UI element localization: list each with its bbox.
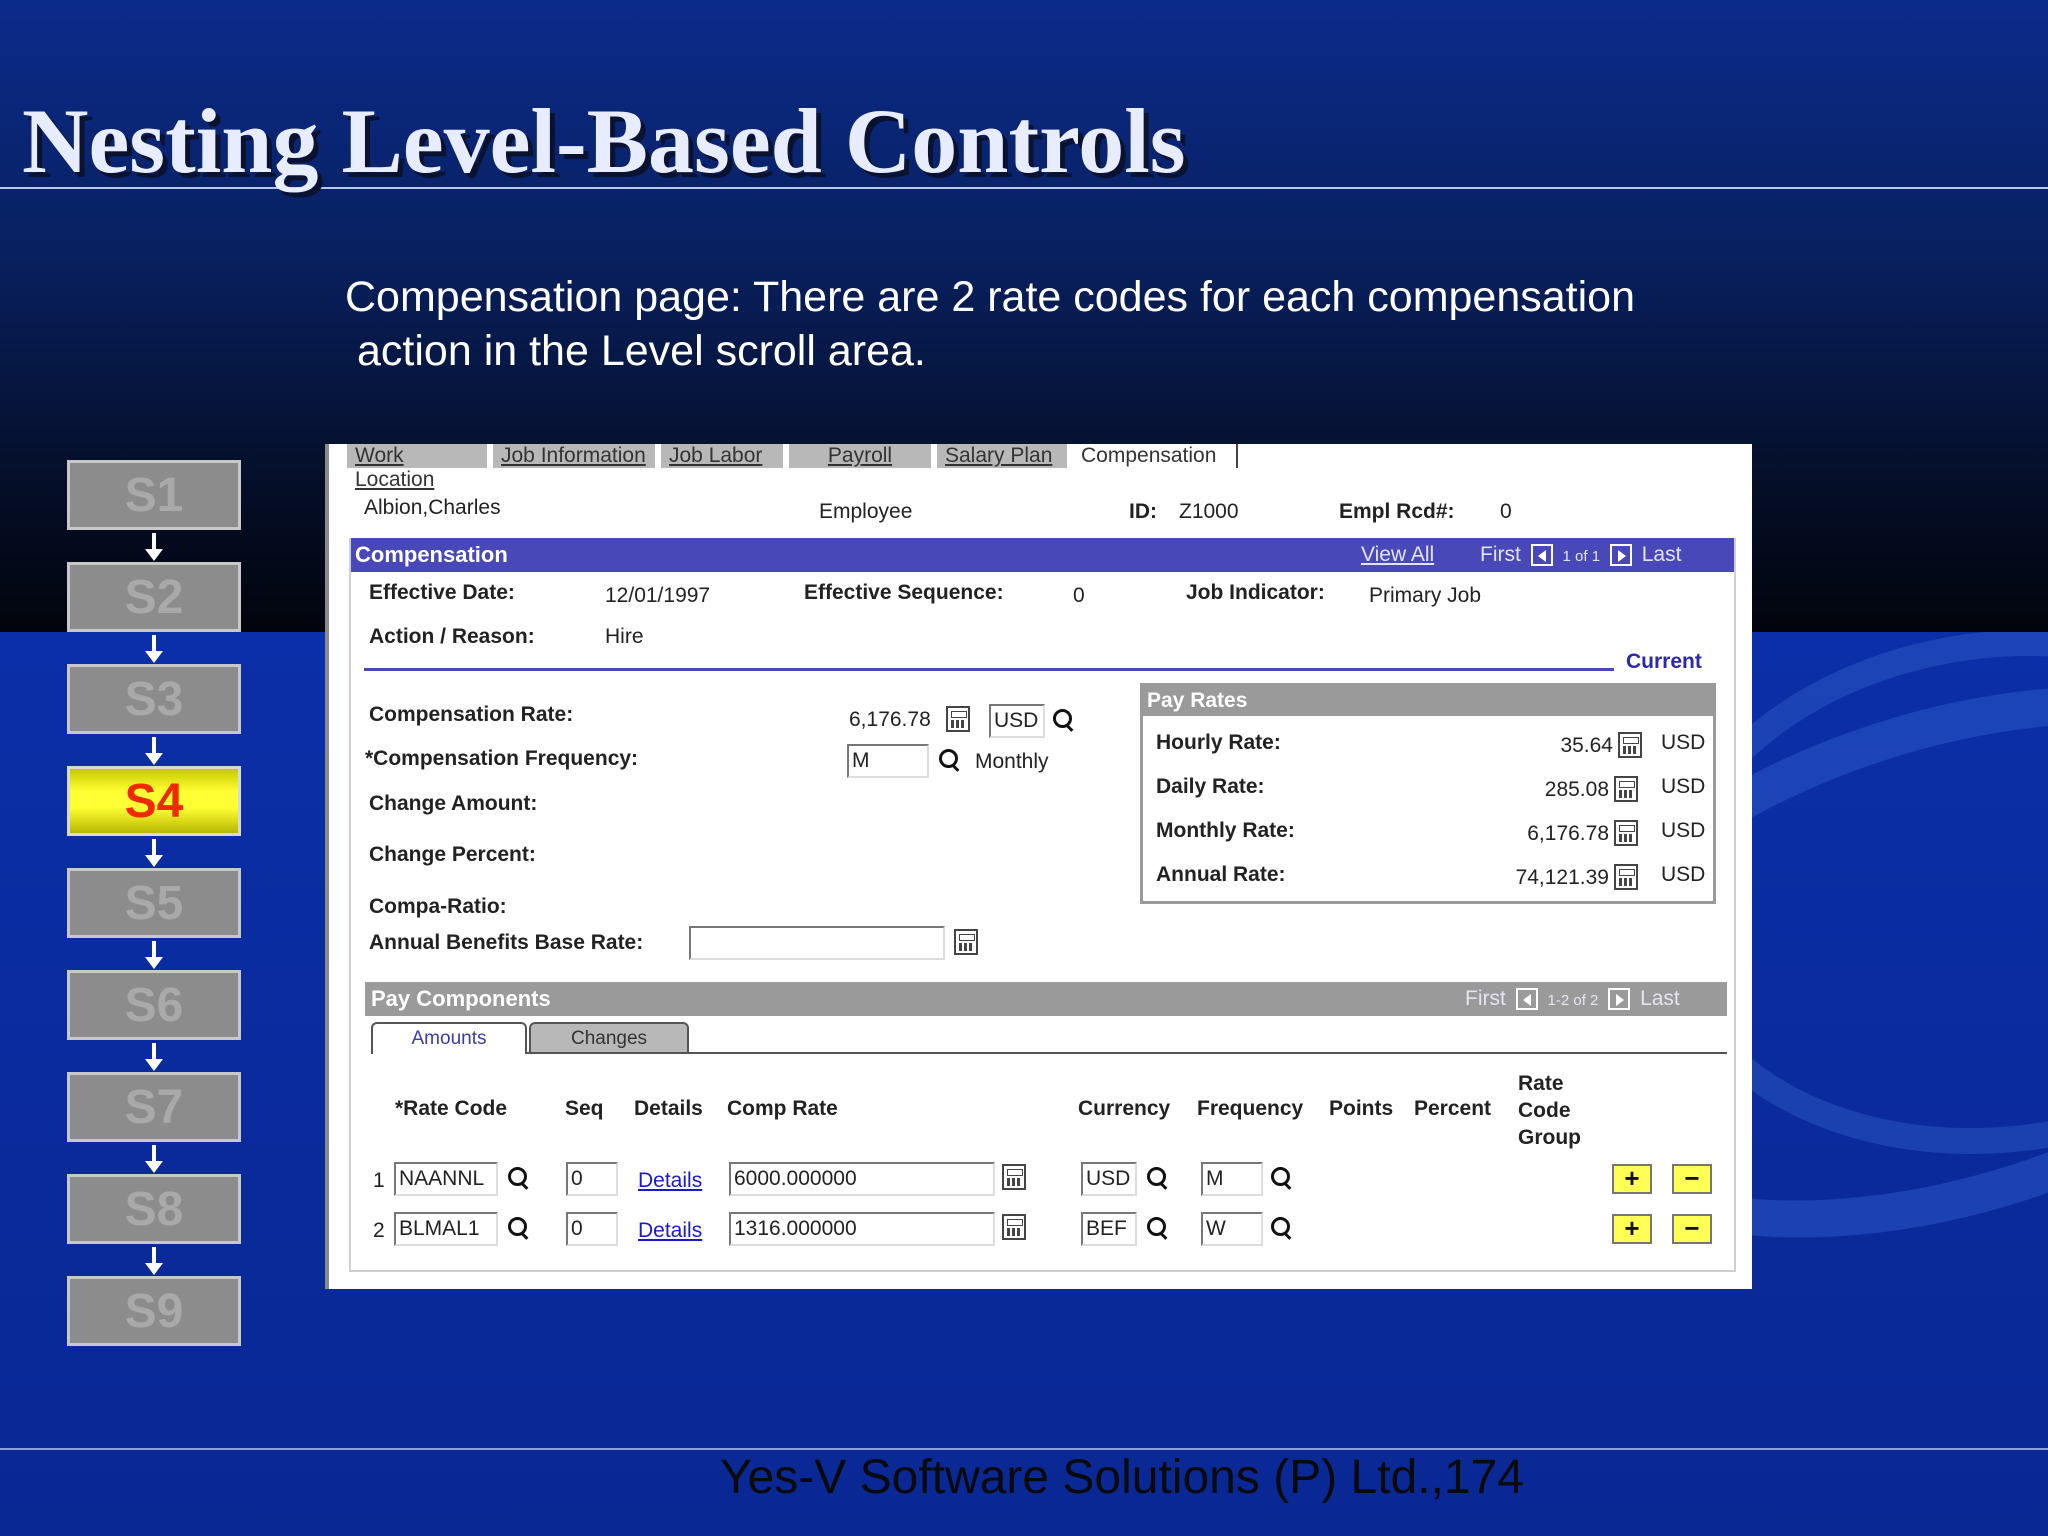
step-s1[interactable]: S1 [67,460,241,530]
delete-row-button[interactable]: − [1672,1214,1712,1244]
step-s9[interactable]: S9 [67,1276,241,1346]
row-count: 1-2 of 2 [1547,992,1599,1009]
calculator-icon[interactable] [1614,776,1638,802]
annual-rate-currency: USD [1661,863,1706,886]
calculator-icon[interactable] [954,929,978,955]
calculator-icon[interactable] [1002,1214,1026,1240]
empl-rcd-label: Empl Rcd#: [1339,500,1455,523]
add-row-button[interactable]: + [1612,1164,1652,1194]
step-s4[interactable]: S4 [67,766,241,836]
prev-icon[interactable] [1516,988,1538,1010]
comp-rate-input[interactable]: 1316.000000 [729,1212,995,1246]
step-s6[interactable]: S6 [67,970,241,1040]
rate-code-input[interactable]: BLMAL1 [394,1212,498,1246]
col-details: Details [634,1097,703,1120]
tab-work-location[interactable]: Work Location [347,444,487,468]
compa-ratio-label: Compa-Ratio: [369,895,507,918]
first-link[interactable]: First [1480,543,1521,566]
annual-rate-label: Annual Rate: [1156,863,1286,886]
daily-rate-label: Daily Rate: [1156,775,1265,798]
pay-components-header-bar [365,982,1727,1016]
step-arrow-icon [152,635,156,659]
pay-components-header: Pay Components [371,986,551,1011]
first-link[interactable]: First [1465,987,1506,1010]
step-arrow-icon [152,839,156,863]
calculator-icon[interactable] [1614,820,1638,846]
next-icon[interactable] [1610,544,1632,566]
slide-subtitle [345,270,1845,378]
seq-input[interactable]: 0 [566,1162,618,1196]
daily-rate-value: 285.08 [1544,778,1609,801]
employee-name: Albion,Charles [364,496,501,519]
monthly-rate-currency: USD [1661,819,1706,842]
current-label: Current [1626,650,1702,673]
lookup-icon[interactable] [1143,1214,1171,1242]
row-number: 1 [373,1169,385,1192]
step-arrow-icon [152,737,156,761]
current-divider [364,668,1614,671]
compensation-header: Compensation [355,542,508,567]
comp-currency-input[interactable]: USD [989,704,1045,738]
col-points: Points [1329,1097,1394,1120]
change-amount-label: Change Amount: [369,792,538,815]
comp-frequency-label: *Compensation Frequency: [365,747,639,770]
col-percent: Percent [1414,1097,1492,1120]
next-icon[interactable] [1608,988,1630,1010]
col-comp-rate: Comp Rate [727,1097,838,1120]
lookup-icon[interactable] [504,1164,532,1192]
comp-rate-label: Compensation Rate: [369,703,574,726]
col-rate-code-group-line: Group [1518,1126,1581,1149]
calculator-icon[interactable] [1002,1164,1026,1190]
annual-rate-value: 74,121.39 [1515,866,1609,889]
row-count: 1 of 1 [1562,548,1601,565]
frame-left-border [349,538,351,1272]
pay-rates-header: Pay Rates [1143,686,1713,716]
calculator-icon[interactable] [946,706,970,732]
lookup-icon[interactable] [1143,1164,1171,1192]
job-indicator-value: Primary Job [1369,584,1482,607]
effective-date-value: 12/01/1997 [605,584,711,607]
subtitle-line-1: Compensation page: There are 2 rate codes for each compensation [345,273,1635,321]
change-percent-label: Change Percent: [369,843,536,866]
col-seq: Seq [565,1097,604,1120]
comp-frequency-input[interactable]: M [847,744,929,778]
slide-footer: Yes-V Software Solutions (P) Ltd.,174 [720,1451,1524,1504]
daily-rate-currency: USD [1661,775,1706,798]
step-s3[interactable]: S3 [67,664,241,734]
effective-sequence-label: Effective Sequence: [804,581,1004,604]
empl-rcd-value: 0 [1500,500,1512,523]
subtitle-line-2: action in the Level scroll area. [357,327,926,375]
col-rate-code-group-line: Code [1518,1099,1571,1122]
lookup-icon[interactable] [504,1214,532,1242]
slide-title: Nesting Level-Based Controls [22,90,1186,192]
prev-icon[interactable] [1531,544,1553,566]
currency-input[interactable]: USD [1081,1162,1137,1196]
tab-job-information[interactable]: Job Information [493,444,655,468]
tab-salary-plan[interactable]: Salary Plan [937,444,1067,468]
step-s8[interactable]: S8 [67,1174,241,1244]
row-number: 2 [373,1219,385,1242]
page-tabs [329,444,1756,491]
calculator-icon[interactable] [1614,864,1638,890]
add-row-button[interactable]: + [1612,1214,1652,1244]
compensation-screenshot [325,444,1752,1289]
action-reason-label: Action / Reason: [369,625,535,648]
calculator-icon[interactable] [1618,732,1642,758]
tab-job-labor[interactable]: Job Labor [661,444,783,468]
step-arrow-icon [152,1247,156,1271]
hourly-rate-value: 35.64 [1560,734,1613,757]
hourly-rate-currency: USD [1661,731,1706,754]
step-s2[interactable]: S2 [67,562,241,632]
lookup-icon[interactable] [935,746,963,774]
last-link[interactable]: Last [1641,543,1682,566]
frame-right-border [1734,538,1736,1272]
pay-rates-box [1140,683,1716,904]
rate-code-input[interactable]: NAANNL [394,1162,498,1196]
lookup-icon[interactable] [1049,706,1077,734]
step-s5[interactable]: S5 [67,868,241,938]
view-all-link[interactable]: View All [1361,543,1435,566]
currency-input[interactable]: BEF [1081,1212,1137,1246]
id-label: ID: [1129,500,1157,523]
details-link[interactable]: Details [638,1219,703,1242]
action-reason-value: Hire [605,625,644,648]
tab-payroll[interactable]: Payroll [789,444,931,468]
annual-benefits-label: Annual Benefits Base Rate: [369,931,644,954]
last-link[interactable]: Last [1640,987,1680,1010]
compensation-header-bar [349,538,1736,572]
compensation-nav [1361,538,1681,574]
details-link[interactable]: Details [638,1169,703,1192]
lookup-icon[interactable] [1267,1164,1295,1192]
step-arrow-icon [152,1145,156,1169]
job-indicator-label: Job Indicator: [1186,581,1325,604]
step-s7[interactable]: S7 [67,1072,241,1142]
frequency-input[interactable]: W [1201,1212,1263,1246]
col-frequency: Frequency [1197,1097,1304,1120]
col-rate-code: *Rate Code [395,1097,508,1120]
col-rate-code-group-line: Rate [1518,1072,1564,1095]
monthly-rate-value: 6,176.78 [1527,822,1609,845]
monthly-rate-label: Monthly Rate: [1156,819,1295,842]
comp-rate-input[interactable]: 6000.000000 [729,1162,995,1196]
step-arrow-icon [152,533,156,557]
effective-sequence-value: 0 [1073,584,1085,607]
comp-frequency-desc: Monthly [975,750,1049,773]
seq-input[interactable]: 0 [566,1212,618,1246]
comp-rate-value: 6,176.78 [849,708,931,731]
frequency-input[interactable]: M [1201,1162,1263,1196]
pay-components-nav [1465,982,1680,1018]
frame-bottom-border [349,1270,1736,1272]
tab-compensation[interactable]: Compensation [1073,444,1238,468]
id-value: Z1000 [1179,500,1239,523]
tab-amounts[interactable]: Amounts [371,1022,527,1054]
delete-row-button[interactable]: − [1672,1164,1712,1194]
step-arrow-icon [152,941,156,965]
step-arrow-icon [152,1043,156,1067]
lookup-icon[interactable] [1267,1214,1295,1242]
employee-type: Employee [819,500,913,523]
effective-date-label: Effective Date: [369,581,515,604]
col-rate-code-group [1518,1070,1581,1151]
hourly-rate-label: Hourly Rate: [1156,731,1281,754]
tab-changes[interactable]: Changes [529,1022,689,1054]
col-currency: Currency [1078,1097,1171,1120]
annual-benefits-input[interactable] [689,926,945,960]
subtab-divider [527,1052,1727,1054]
